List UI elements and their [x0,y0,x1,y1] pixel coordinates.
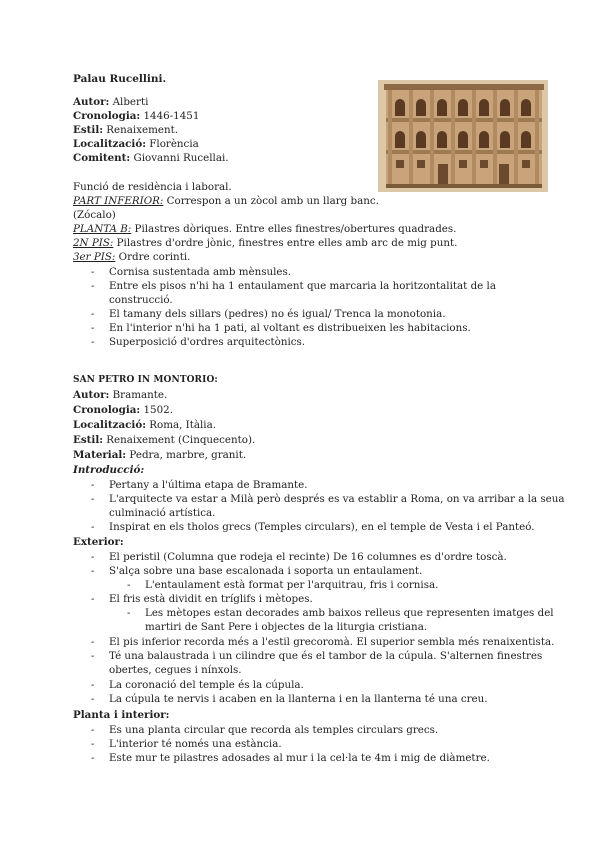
sanpetro-estil [73,433,255,447]
label: Autor: [73,389,110,401]
dash: - [91,308,95,320]
value: Pedra, marbre, granit. [126,449,247,461]
palau-funcio: Funció de residència i laboral. [73,181,232,193]
text: L'arquitecte va estar a Milà però després es va establir a Roma, on va arribar a la seua [109,493,565,505]
sanpetro-cronologia [73,403,173,417]
text: Pilastres d'ordre jònic, finestres entre elles amb arc de mig punt. [113,237,458,249]
text: L'entaulament està format per l'arquitrau, fris i cornisa. [145,579,439,591]
sanpetro-title: SAN PETRO IN MONTORIO: [73,375,218,385]
list-item-continuation: culminació artística. [109,507,216,519]
text: L'interior té només una estància. [109,738,282,750]
text: En l'interior n'hi ha 1 pati, al voltant es distribueixen les habitacions. [109,322,471,334]
dash: - [91,636,95,648]
dash: - [91,724,95,736]
dash: - [91,521,95,533]
value: Giovanni Rucellai. [130,152,229,164]
label: Estil: [73,124,104,136]
dash: - [127,607,131,619]
dash: - [91,322,95,334]
text: La cúpula te nervis i acaben en la llanterna i en la llanterna té una creu. [109,693,488,705]
sanpetro-localitzacio [73,418,216,432]
text: La coronació del temple és la cúpula. [109,679,304,691]
sub-list-item-continuation: martiri de Sant Pere i objectes de la liturgia cristiana. [145,621,428,633]
dash: - [127,579,131,591]
text: Superposició d'ordres arquitectònics. [109,336,306,348]
floor-3er-pis [73,250,190,264]
label: Estil: [73,434,104,446]
dash: - [91,336,95,348]
label: PART INFERIOR: [73,195,164,207]
floor-zocalo [73,208,116,222]
text: Pertany a l'última etapa de Bramante. [109,479,308,491]
introduccio-heading: Introducció: [73,464,145,476]
dash: - [91,738,95,750]
text: Ordre corinti. [115,251,191,263]
text: El peristil (Columna que rodeja el recinte) De 16 columnes es d'ordre toscà. [109,551,507,563]
text: (Zócalo) [73,209,116,221]
floor-part-inferior [73,194,379,208]
planta-heading: Planta i interior: [73,709,170,721]
exterior-heading: Exterior: [73,536,124,548]
sanpetro-autor [73,388,167,402]
floor-planta-b [73,222,456,236]
palau-comitent [73,151,229,165]
label: Material: [73,449,127,461]
dash: - [91,479,95,491]
palau-estil [73,123,178,137]
dash: - [91,266,95,278]
text: El tamany dels sillars (pedres) no és igual/ Trenca la monotonia. [109,308,446,320]
text: Les mètopes estan decorades amb baixos relleus que representen imatges del [145,607,554,619]
value: 1446-1451 [140,110,200,122]
text: Este mur te pilastres adosades al mur i la cel·la te 4m i mig de diàmetre. [109,752,490,764]
palau-autor [73,95,148,109]
palau-title: Palau Rucellini. [73,73,167,85]
label: Localització: [73,138,146,150]
text: Té una balaustrada i un cilindre que és el tambor de la cúpula. S'alternen finestres [109,650,543,662]
list-item-continuation: obertes, cegues i nínxols. [109,664,242,676]
palau-cronologia [73,109,199,123]
text: Es una planta circular que recorda als temples circulars grecs. [109,724,439,736]
value: Roma, Itàlia. [146,419,217,431]
list-item-continuation: construcció. [109,294,173,306]
value: Renaixement (Cinquecento). [103,434,256,446]
dash: - [91,280,95,292]
text: El fris està dividit en tríglifs i mètopes. [109,593,313,605]
dash: - [91,551,95,563]
text: Inspirat en els tholos grecs (Temples circulars), en el temple de Vesta i el Panteó. [109,521,535,533]
palau-localitzacio [73,137,199,151]
dash: - [91,565,95,577]
label: Autor: [73,96,110,108]
label: PLANTA B: [73,223,132,235]
text: Correspon a un zòcol amb un llarg banc. [163,195,379,207]
text: Entre els pisos n'hi ha 1 entaulament que marcaria la horitzontalitat de la [109,280,496,292]
value: Florència [146,138,199,150]
value: Renaixement. [103,124,179,136]
floor-2n-pis [73,236,457,250]
text: Pilastres dòriques. Entre elles finestres/obertures quadrades. [131,223,457,235]
value: 1502. [140,404,173,416]
dash: - [91,752,95,764]
dash: - [91,593,95,605]
label: 3er PIS: [73,251,116,263]
label: Cronologia: [73,404,141,416]
dash: - [91,650,95,662]
palazzo-rucellai-image [378,80,548,192]
value: Alberti [109,96,149,108]
value: Bramante. [109,389,168,401]
label: 2N PIS: [73,237,114,249]
text: Cornisa sustentada amb mènsules. [109,266,292,278]
dash: - [91,693,95,705]
dash: - [91,679,95,691]
text: El pis inferior recorda més a l'estil grecoromà. El superior sembla més renaixentista. [109,636,555,648]
sanpetro-material [73,448,246,462]
text: S'alça sobre una base escalonada i soporta un entaulament. [109,565,423,577]
dash: - [91,493,95,505]
label: Comitent: [73,152,131,164]
label: Cronologia: [73,110,141,122]
label: Localització: [73,419,146,431]
